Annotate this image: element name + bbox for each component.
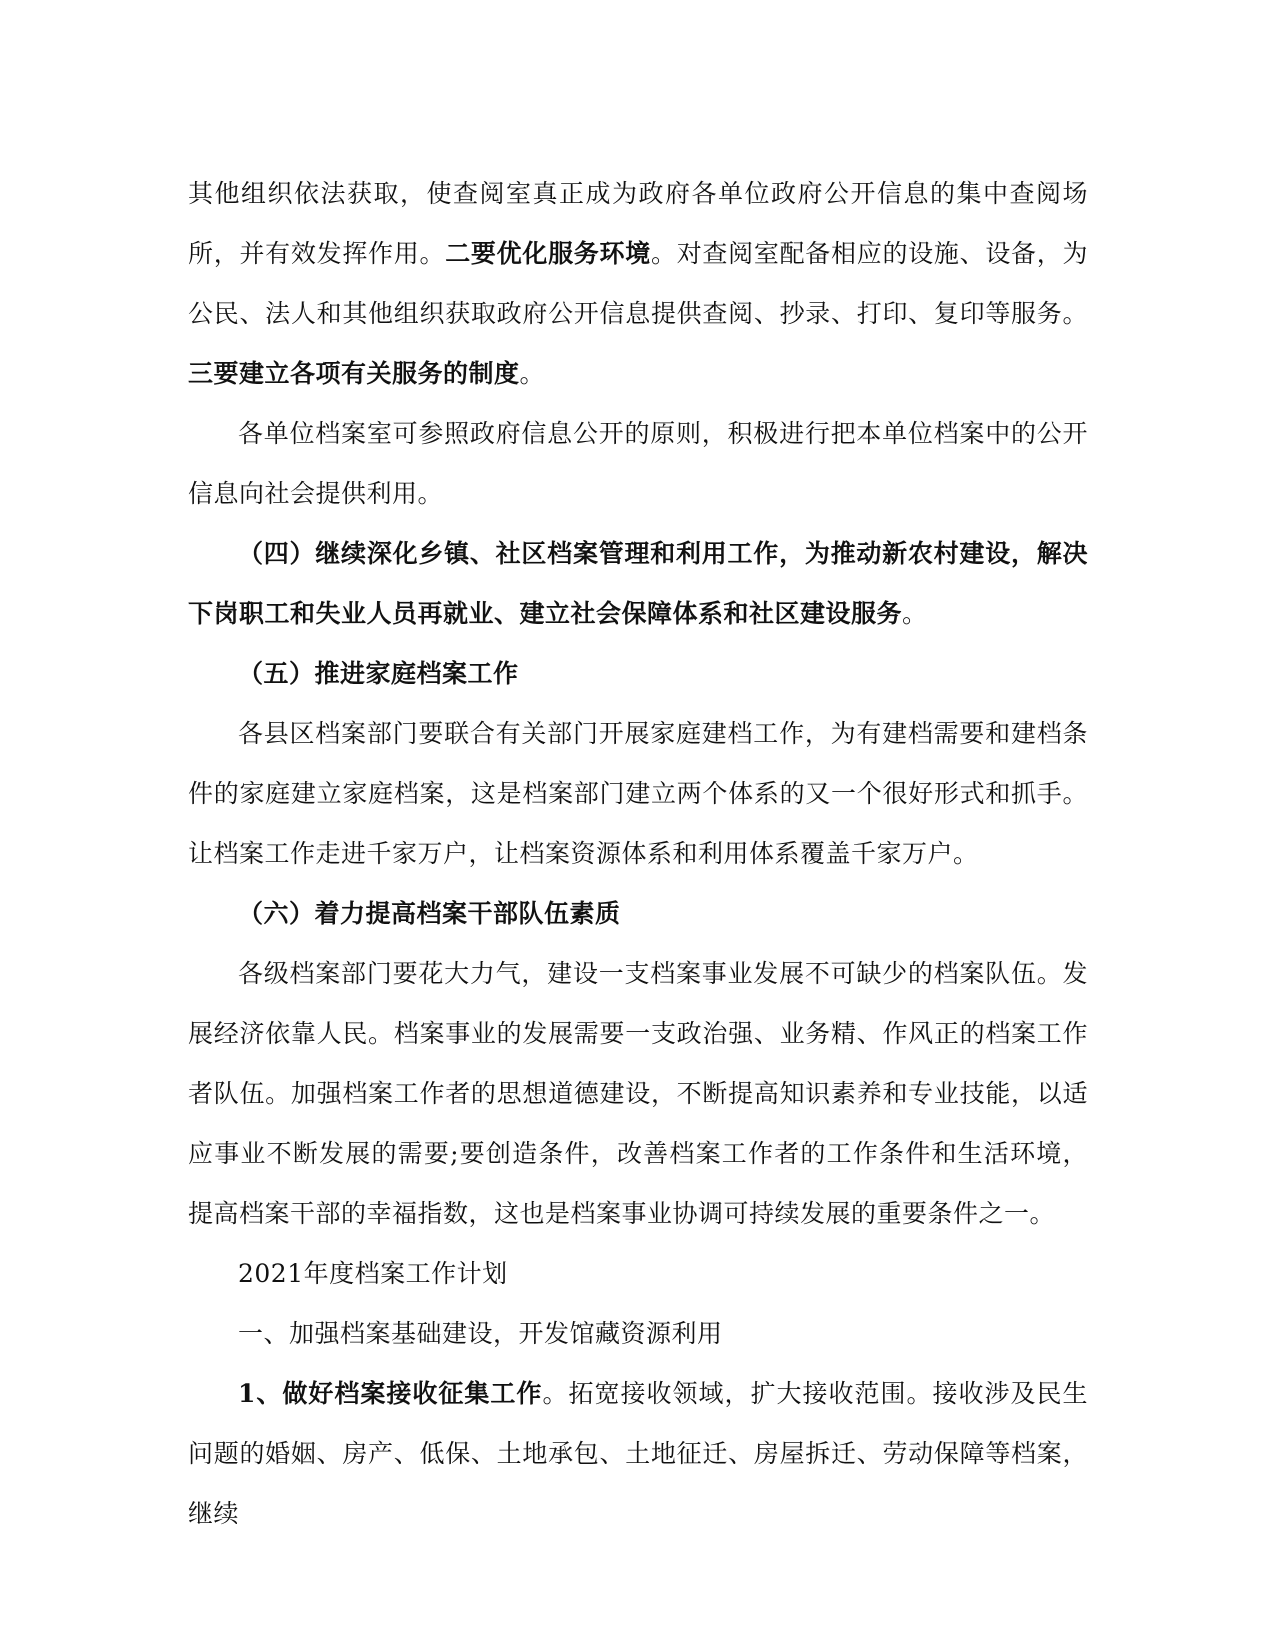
paragraph-1 [188, 164, 1088, 404]
paragraph-2 [188, 404, 1088, 524]
plan-item-1 [188, 1364, 1088, 1544]
section-heading-6-text: （六）着力提高档案干部队伍素质 [238, 899, 621, 928]
section-heading-5-text: （五）推进家庭档案工作 [238, 659, 519, 688]
paragraph-staff-quality [188, 944, 1088, 1244]
section-heading-6 [188, 884, 1088, 944]
plan-item-1-heading: 1、做好档案接收征集工作 [238, 1379, 543, 1408]
document-body [188, 164, 1088, 1544]
section-heading-4 [188, 524, 1088, 644]
section-heading-5 [188, 644, 1088, 704]
paragraph-1-text-1: 其他组织依法获取，使查阅室真正成为政府各单位政府公开信息的集中查阅场所，并有效发挥作用。 [188, 179, 1088, 268]
plan-title-text: 2021年度档案工作计划 [238, 1259, 508, 1288]
paragraph-1-bold-heading-3: 三要建立各项有关服务的制度 [188, 359, 520, 388]
paragraph-staff-quality-text: 各级档案部门要花大力气，建设一支档案事业发展不可缺少的档案队伍。发展经济依靠人民。档案事业的发展需要一支政治强、业务精、作风正的档案工作者队伍。加强档案工作者的思想道德建设，不断提高知识素养和专业技能，以适应事业不断发展的需要;要创造条件，改善档案工作者的工作条件和生活环境，提高档案干部的幸福指数，这也是档案事业协调可持续发展的重要条件之一。 [188, 959, 1088, 1228]
plan-item-1-text: 。拓宽接收领域，扩大接收范围。接收涉及民生问题的婚姻、房产、低保、土地承包、土地征迁、房屋拆迁、劳动保障等档案，继续 [188, 1379, 1088, 1528]
paragraph-family-archives [188, 704, 1088, 884]
paragraph-1-text-2: 。对查阅室配备相应的设施、设备，为公民、法人和其他组织获取政府公开信息提供查阅、抄录、打印、复印等服务。 [188, 239, 1088, 328]
plan-section-1 [188, 1304, 1088, 1364]
paragraph-2-text: 各单位档案室可参照政府信息公开的原则，积极进行把本单位档案中的公开信息向社会提供利用。 [188, 419, 1088, 508]
section-heading-4-text: （四）继续深化乡镇、社区档案管理和利用工作，为推动新农村建设，解决下岗职工和失业人员再就业、建立社会保障体系和社区建设服务 [188, 539, 1088, 628]
section-heading-4-period: 。 [902, 599, 928, 628]
plan-title [188, 1244, 1088, 1304]
paragraph-family-archives-text: 各县区档案部门要联合有关部门开展家庭建档工作，为有建档需要和建档条件的家庭建立家庭档案，这是档案部门建立两个体系的又一个很好形式和抓手。让档案工作走进千家万户，让档案资源体系和利用体系覆盖千家万户。 [188, 719, 1088, 868]
paragraph-1-text-3: 。 [519, 359, 546, 388]
plan-section-1-text: 一、加强档案基础建设，开发馆藏资源利用 [238, 1319, 723, 1348]
paragraph-1-bold-heading-2: 二要优化服务环境 [445, 239, 651, 268]
